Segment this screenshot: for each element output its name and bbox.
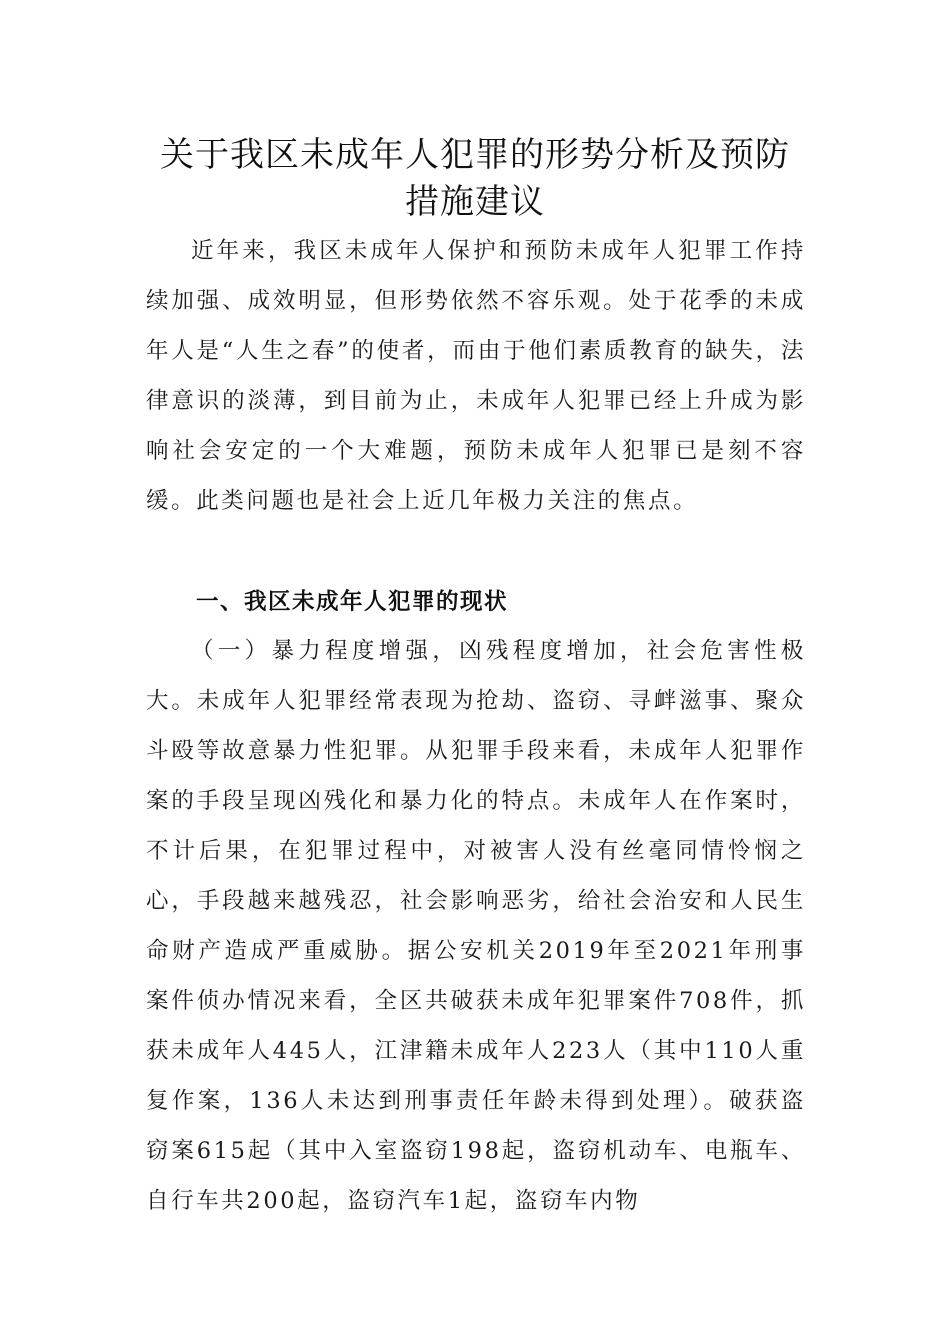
- document-title-line-2: 措施建议: [405, 182, 545, 222]
- document-title-line-1: 关于我区未成年人犯罪的形势分析及预防: [160, 135, 790, 175]
- section-heading-1: 一、我区未成年人犯罪的现状: [196, 589, 509, 615]
- intro-paragraph: 近年来，我区未成年人保护和预防未成年人犯罪工作持续加强、成效明显，但形势依然不容乐观。处于花季的未成年人是“人生之春”的使者，而由于他们素质教育的缺失，法律意识的淡薄，到目前为止，未成年人犯罪已经上升成为影响社会安定的一个大难题，预防未成年人犯罪已是刻不容缓。此类问题也是社会上近几年极力关注的焦点。: [146, 238, 806, 514]
- section-1-paragraph-1: （一）暴力程度增强，凶残程度增加，社会危害性极大。未成年人犯罪经常表现为抢劫、盗窃、寻衅滋事、聚众斗殴等故意暴力性犯罪。从犯罪手段来看，未成年人犯罪作案的手段呈现凶残化和暴力化的特点。未成年人在作案时，不计后果，在犯罪过程中，对被害人没有丝毫同情怜悯之心，手段越来越残忍，社会影响恶劣，给社会治安和人民生命财产造成严重威胁。据公安机关2019年至2021年刑事案件侦办情况来看，全区共破获未成年犯罪案件708件，抓获未成年人445人，江津籍未成年人223人（其中110人重复作案，136人未达到刑事责任年龄未得到处理）。破获盗窃案615起（其中入室盗窃198起，盗窃机动车、电瓶车、自行车共200起，盗窃汽车1起，盗窃车内物: [146, 638, 806, 1214]
